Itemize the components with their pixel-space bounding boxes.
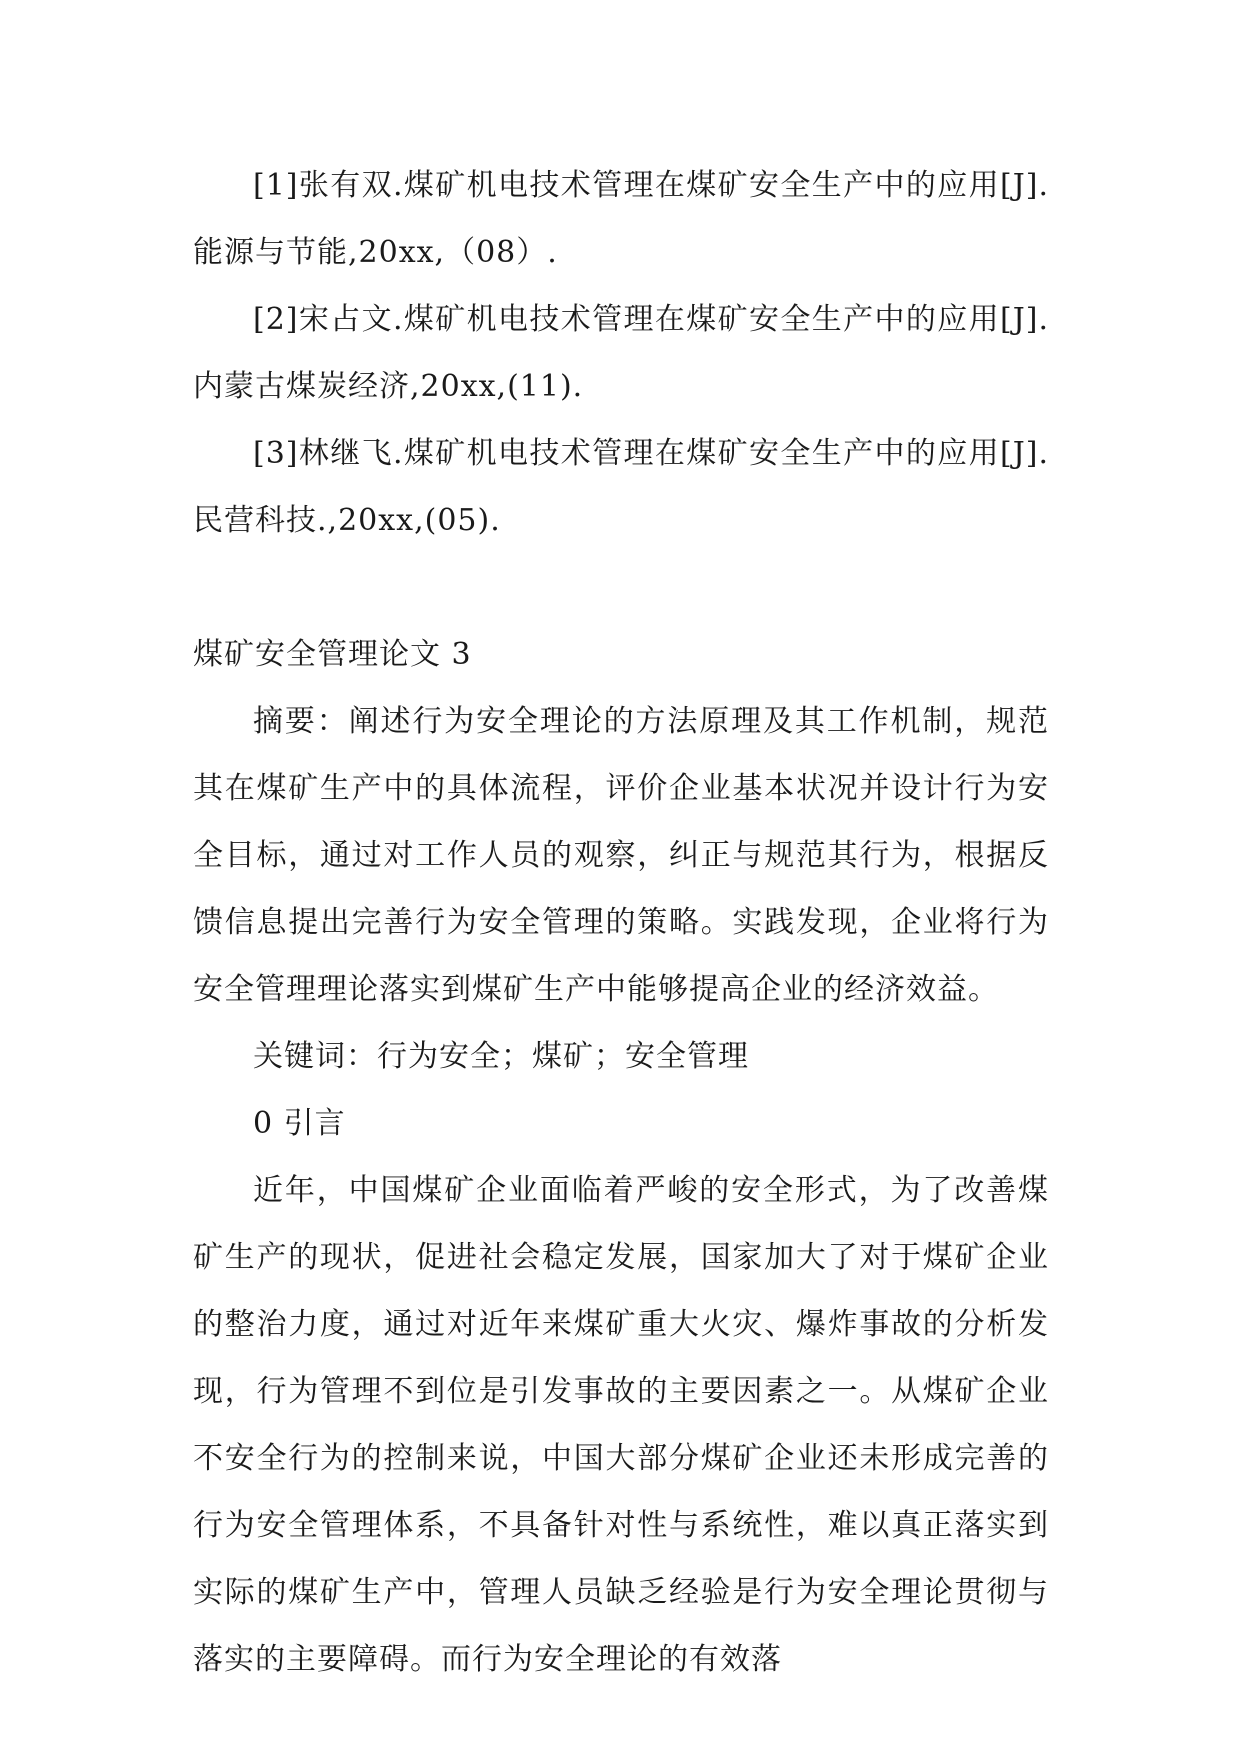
- section-gap: [193, 554, 1049, 621]
- section-title: 煤矿安全管理论文 3: [193, 637, 472, 672]
- reference-item: [3]林继飞.煤矿机电技术管理在煤矿安全生产中的应用[J].民营科技.,20xx,(05).: [193, 436, 1049, 538]
- document-body: [193, 152, 1049, 1693]
- abstract-paragraph: 摘要：阐述行为安全理论的方法原理及其工作机制，规范其在煤矿生产中的具体流程，评价企业基本状况并设计行为安全目标，通过对工作人员的观察，纠正与规范其行为，根据反馈信息提出完善行为安全管理的策略。实践发现，企业将行为安全管理理论落实到煤矿生产中能够提高企业的经济效益。: [193, 704, 1049, 1007]
- reference-list: [193, 152, 1049, 554]
- keywords-line: 关键词：行为安全；煤矿；安全管理: [253, 1039, 749, 1074]
- intro-paragraph: 近年，中国煤矿企业面临着严峻的安全形式，为了改善煤矿生产的现状，促进社会稳定发展，国家加大了对于煤矿企业的整治力度，通过对近年来煤矿重大火灾、爆炸事故的分析发现，行为管理不到位是引发事故的主要因素之一。从煤矿企业不安全行为的控制来说，中国大部分煤矿企业还未形成完善的行为安全管理体系，不具备针对性与系统性，难以真正落实到实际的煤矿生产中，管理人员缺乏经验是行为安全理论贯彻与落实的主要障碍。而行为安全理论的有效落: [193, 1173, 1049, 1677]
- reference-item: [1]张有双.煤矿机电技术管理在煤矿安全生产中的应用[J].能源与节能,20xx,（08）.: [193, 168, 1049, 270]
- reference-item: [2]宋占文.煤矿机电技术管理在煤矿安全生产中的应用[J].内蒙古煤炭经济,20xx,(11).: [193, 302, 1049, 404]
- intro-heading: 0 引言: [253, 1106, 346, 1141]
